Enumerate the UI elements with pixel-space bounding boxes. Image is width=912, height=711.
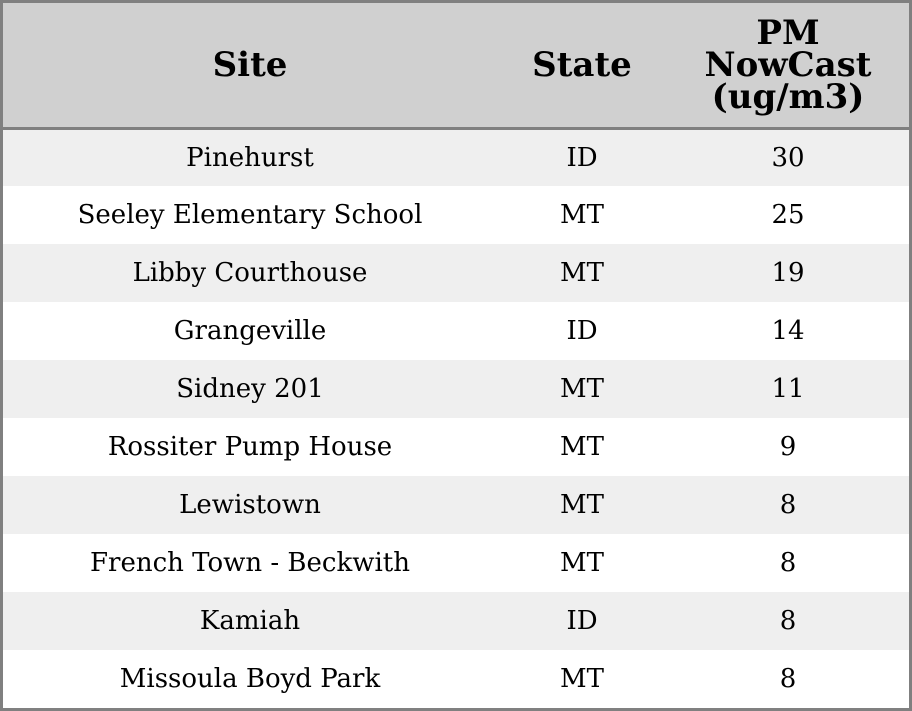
column-header-pm-line-2: NowCast bbox=[704, 44, 872, 85]
cell-state: ID bbox=[566, 606, 598, 636]
cell-state: MT bbox=[560, 258, 604, 288]
cell-state: MT bbox=[560, 374, 604, 404]
table-body bbox=[3, 128, 909, 708]
cell-site: Sidney 201 bbox=[176, 374, 324, 404]
cell-state: MT bbox=[560, 432, 604, 462]
cell-pm-nowcast: 8 bbox=[779, 490, 797, 520]
cell-state: MT bbox=[560, 490, 604, 520]
cell-site: Pinehurst bbox=[186, 142, 314, 173]
cell-state: MT bbox=[560, 548, 604, 578]
cell-pm-nowcast: 25 bbox=[771, 200, 805, 230]
table-row bbox=[3, 476, 909, 534]
table-header bbox=[3, 3, 909, 128]
cell-site: Grangeville bbox=[173, 316, 327, 346]
cell-pm-nowcast: 9 bbox=[779, 432, 797, 462]
table-row bbox=[3, 186, 909, 244]
cell-state: MT bbox=[560, 664, 604, 694]
table-row bbox=[3, 244, 909, 302]
cell-state: ID bbox=[566, 142, 598, 173]
cell-site: French Town - Beckwith bbox=[89, 548, 411, 578]
data-table bbox=[3, 3, 909, 708]
column-header-pm-line-1: PM bbox=[756, 12, 820, 53]
column-header-site-text: Site bbox=[212, 44, 288, 85]
cell-site: Rossiter Pump House bbox=[107, 432, 393, 462]
cell-pm-nowcast: 8 bbox=[779, 664, 797, 694]
table-row bbox=[3, 592, 909, 650]
column-header-site bbox=[3, 3, 497, 128]
header-row bbox=[3, 3, 909, 128]
cell-pm-nowcast: 19 bbox=[771, 258, 805, 288]
column-header-pm-line-3: (ug/m3) bbox=[711, 76, 865, 117]
table-row bbox=[3, 302, 909, 360]
column-header-pm-nowcast bbox=[667, 3, 909, 128]
cell-pm-nowcast: 30 bbox=[771, 142, 805, 173]
cell-site: Seeley Elementary School bbox=[77, 200, 423, 230]
column-header-state bbox=[497, 3, 667, 128]
cell-site: Lewistown bbox=[179, 490, 321, 520]
cell-pm-nowcast: 11 bbox=[771, 374, 805, 404]
cell-state: MT bbox=[560, 200, 604, 230]
column-header-state-text: State bbox=[532, 44, 632, 85]
table-row bbox=[3, 534, 909, 592]
table-row bbox=[3, 418, 909, 476]
cell-pm-nowcast: 8 bbox=[779, 548, 797, 578]
table-row bbox=[3, 360, 909, 418]
cell-state: ID bbox=[566, 316, 598, 346]
cell-pm-nowcast: 8 bbox=[779, 606, 797, 636]
cell-site: Kamiah bbox=[199, 606, 301, 636]
table-row bbox=[3, 128, 909, 186]
table-row bbox=[3, 650, 909, 708]
cell-site: Libby Courthouse bbox=[132, 258, 368, 288]
cell-pm-nowcast: 14 bbox=[771, 316, 805, 346]
cell-site: Missoula Boyd Park bbox=[119, 664, 381, 694]
